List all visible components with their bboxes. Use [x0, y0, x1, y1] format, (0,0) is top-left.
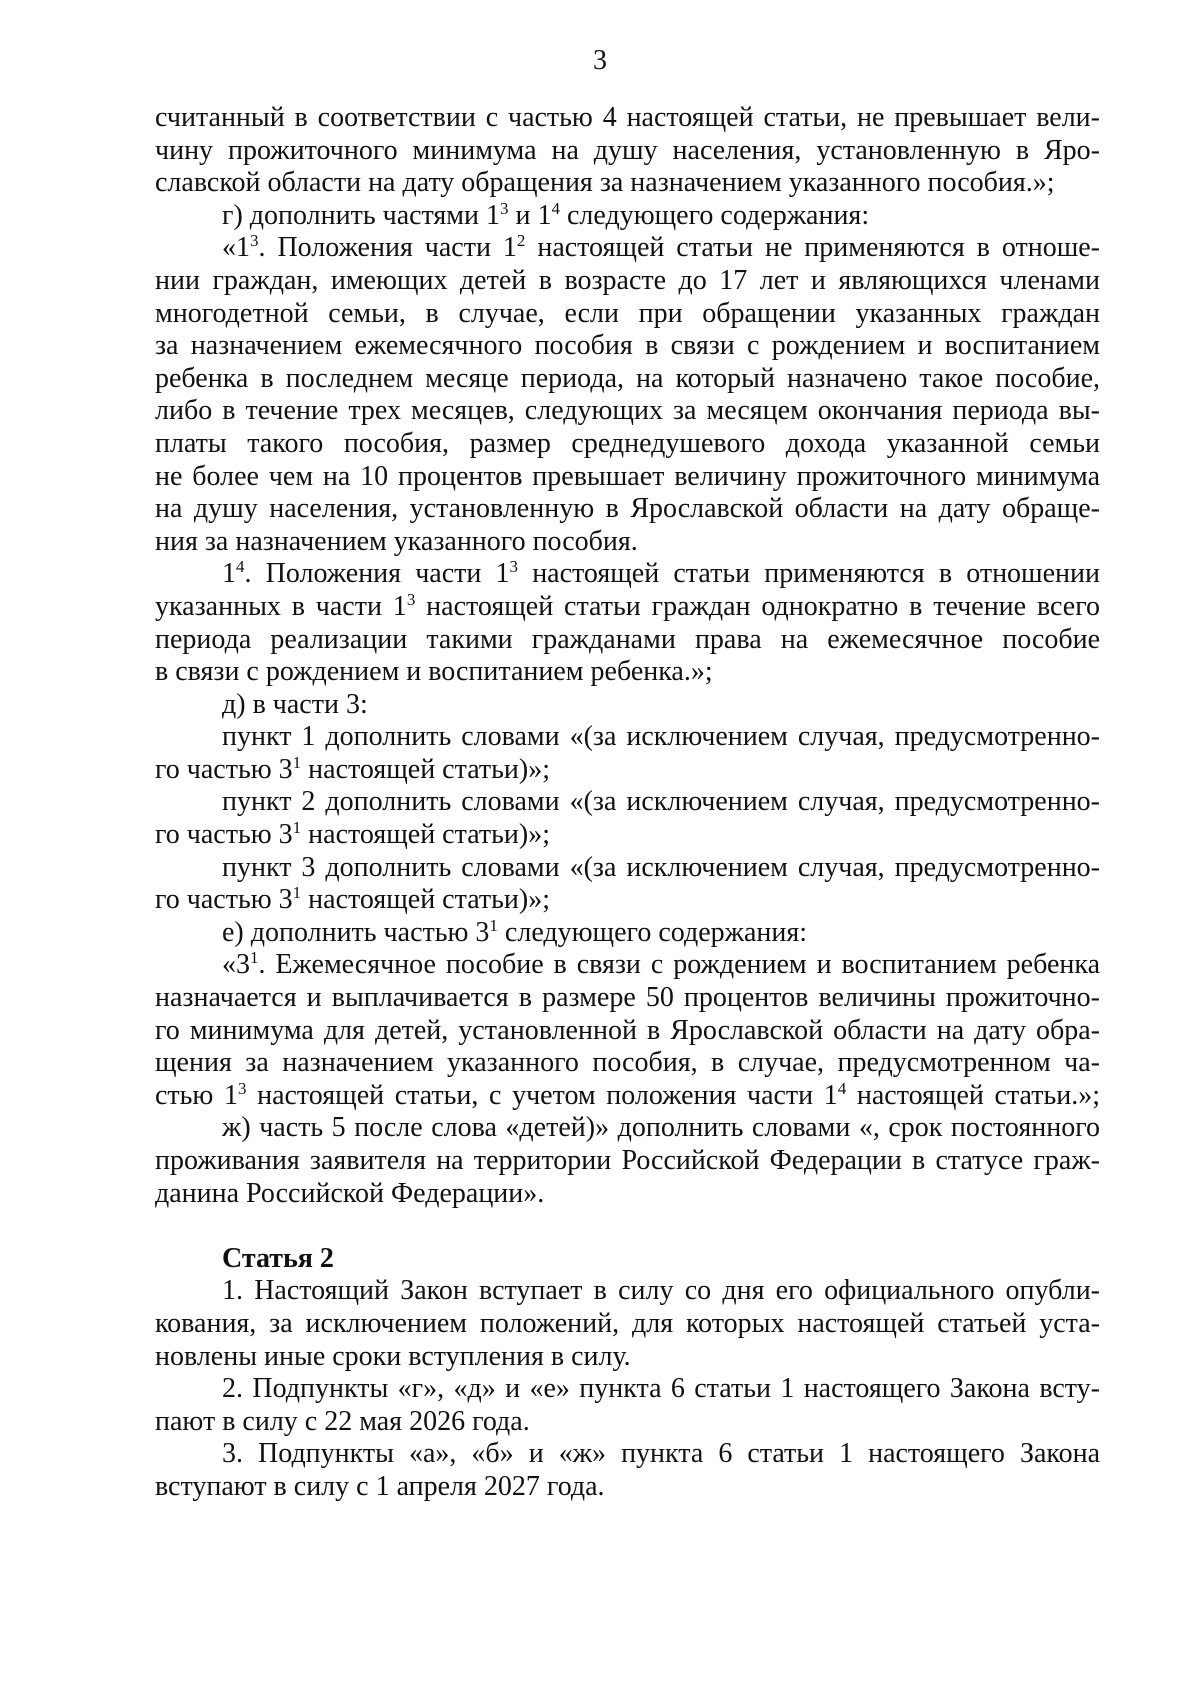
text-run: щения за назначением указанного пособия, в случае, предусмотренном ча-: [155, 1047, 1100, 1079]
text-line: [155, 493, 1100, 526]
text-run: на душу населения, установленную в Ярославской области на дату обраще-: [155, 493, 1100, 525]
text-line: [155, 1341, 1100, 1374]
text-line: [155, 917, 1100, 950]
text-line: [155, 1406, 1100, 1439]
article-2-body: [155, 1275, 1100, 1503]
superscript: 4: [837, 1078, 847, 1098]
text-line: [155, 135, 1100, 168]
text-line: [155, 428, 1100, 461]
text-line: [155, 1047, 1100, 1080]
text-run: чину прожиточного минимума на душу населения, установленную в Яро-: [155, 134, 1100, 166]
superscript: 1: [292, 752, 302, 772]
text-run: д) в части 3:: [222, 688, 368, 720]
text-line: [155, 526, 1100, 559]
superscript: 3: [500, 198, 509, 218]
text-run: 1: [222, 558, 236, 590]
text-line: [155, 461, 1100, 494]
text-run: в связи с рождением и воспитанием ребенка.»;: [155, 656, 713, 688]
text-line: [155, 852, 1100, 885]
text-run: . Ежемесячное пособие в связи с рождением и воспитанием ребенка: [258, 949, 1100, 981]
text-run: . Положения части 1: [258, 232, 517, 264]
text-run: е) дополнить частью 3: [222, 916, 490, 948]
superscript: 1: [292, 818, 302, 838]
text-line: [155, 982, 1100, 1015]
text-run: ния за назначением указанного пособия.: [155, 525, 638, 557]
text-run: следующего содержания:: [497, 916, 808, 948]
text-run: пункт 3 дополнить словами «(за исключением случая, предусмотренно-: [222, 851, 1100, 883]
text-run: указанных в части 1: [155, 590, 407, 622]
text-run: настоящей статьи.»;: [846, 1079, 1100, 1111]
text-run: го частью 3: [155, 884, 293, 916]
text-line: [155, 1373, 1100, 1406]
text-run: не более чем на 10 процентов превышает величину прожиточного минимума: [155, 460, 1100, 492]
text-line: [155, 167, 1100, 200]
text-line: [155, 298, 1100, 331]
text-line: [155, 1178, 1100, 1211]
paragraph-gap: [155, 1210, 1100, 1243]
text-run: г) дополнить частями 1: [222, 199, 501, 231]
text-run: . Положения части 1: [244, 558, 510, 590]
text-run: либо в течение трех месяцев, следующих за месяцем окончания периода вы-: [155, 395, 1100, 427]
text-run: проживания заявителя на территории Российской Федерации в статусе граж-: [155, 1145, 1100, 1176]
text-run: 3. Подпункты «а», «б» и «ж» пункта 6 статьи 1 настоящего Закона: [222, 1438, 1100, 1470]
text-line: [155, 102, 1100, 135]
text-run: новлены иные сроки вступления в силу.: [155, 1340, 631, 1372]
text-run: стью 1: [155, 1079, 238, 1111]
text-line: [155, 363, 1100, 396]
superscript: 1: [292, 883, 302, 903]
text-line: [155, 330, 1100, 363]
text-line: [155, 591, 1100, 624]
text-run: 2. Подпункты «г», «д» и «е» пункта 6 статьи 1 настоящего Закона всту-: [222, 1373, 1100, 1405]
text-line: [155, 949, 1100, 982]
superscript: 3: [509, 557, 519, 577]
document-body: [155, 102, 1100, 1504]
text-line: [155, 232, 1100, 265]
text-run: кования, за исключением положений, для которых настоящей статьей уста-: [155, 1307, 1100, 1339]
text-run: следующего содержания:: [560, 199, 870, 231]
text-run: пают в силу с 22 мая 2026 года.: [155, 1405, 530, 1437]
superscript: 4: [236, 557, 245, 577]
text-run: настоящей статьи граждан однократно в течение всего: [415, 590, 1100, 622]
text-run: пункт 2 дополнить словами «(за исключением случая, предусмотренно-: [222, 786, 1100, 818]
text-line: [155, 1275, 1100, 1308]
text-line: [155, 1471, 1100, 1504]
text-run: ж) часть 5 после слова «детей)» дополнить словами «, срок постоянного: [222, 1112, 1100, 1144]
text-run: пункт 1 дополнить словами «(за исключением случая, предусмотренно-: [222, 721, 1100, 753]
superscript: 2: [516, 231, 526, 251]
text-line: [155, 884, 1100, 917]
text-run: настоящей статьи не применяются в отноше-: [525, 232, 1101, 264]
text-run: настоящей статьи)»;: [301, 819, 550, 851]
text-line: [155, 1080, 1100, 1113]
text-run: периода реализации такими гражданами права на ежемесячное пособие: [155, 623, 1100, 655]
text-run: настоящей статьи)»;: [301, 753, 550, 785]
superscript: 3: [250, 231, 259, 251]
text-line: [155, 1015, 1100, 1048]
text-run: «3: [222, 949, 250, 981]
text-run: за назначением ежемесячного пособия в связи с рождением и воспитанием: [155, 330, 1100, 362]
text-run: платы такого пособия, размер среднедушевого дохода указанной семьи: [155, 427, 1100, 459]
page-number: 3: [593, 45, 607, 76]
text-line: [155, 558, 1100, 591]
superscript: 1: [489, 915, 498, 935]
text-run: многодетной семьи, в случае, если при обращении указанных граждан: [155, 297, 1100, 329]
text-line: [155, 786, 1100, 819]
text-run: «1: [222, 232, 250, 264]
article-2-heading: Статья 2: [222, 1242, 334, 1274]
text-line: [155, 656, 1100, 689]
superscript: 4: [551, 198, 560, 218]
text-line: [155, 1145, 1100, 1178]
superscript: 3: [406, 589, 416, 609]
text-run: настоящей статьи)»;: [301, 884, 550, 916]
text-run: настоящей статьи применяются в отношении: [518, 558, 1100, 590]
text-run: нии граждан, имеющих детей в возрасте до 17 лет и являющихся членами: [155, 264, 1100, 296]
text-run: и 1: [508, 199, 552, 231]
superscript: 3: [237, 1078, 247, 1098]
text-line: [155, 1308, 1100, 1341]
text-run: го минимума для детей, установленной в Ярославской области на дату обра-: [155, 1014, 1100, 1046]
superscript: 1: [250, 948, 259, 968]
text-line: [155, 819, 1100, 852]
text-line: [155, 1438, 1100, 1471]
text-run: славской области на дату обращения за назначением указанного пособия.»;: [155, 167, 1055, 199]
text-line: [155, 754, 1100, 787]
text-line: [155, 1112, 1100, 1145]
text-run: вступают в силу с 1 апреля 2027 года.: [155, 1470, 605, 1502]
text-run: назначается и выплачивается в размере 50 процентов величины прожиточно-: [155, 982, 1100, 1014]
text-run: считанный в соответствии с частью 4 настоящей статьи, не превышает вели-: [155, 102, 1100, 133]
text-run: 1. Настоящий Закон вступает в силу со дня его официального опубли-: [222, 1275, 1100, 1307]
text-run: данина Российской Федерации».: [155, 1177, 545, 1209]
text-run: го частью 3: [155, 753, 293, 785]
text-line: [155, 200, 1100, 233]
text-run: настоящей статьи, с учетом положения части 1: [246, 1079, 838, 1111]
text-line: [155, 721, 1100, 754]
text-run: го частью 3: [155, 819, 293, 851]
text-line: [155, 265, 1100, 298]
article-1-amendments: [155, 102, 1100, 1210]
text-run: ребенка в последнем месяце периода, на который назначено такое пособие,: [155, 362, 1100, 394]
text-line: [155, 395, 1100, 428]
text-line: [155, 689, 1100, 722]
text-line: [155, 624, 1100, 657]
